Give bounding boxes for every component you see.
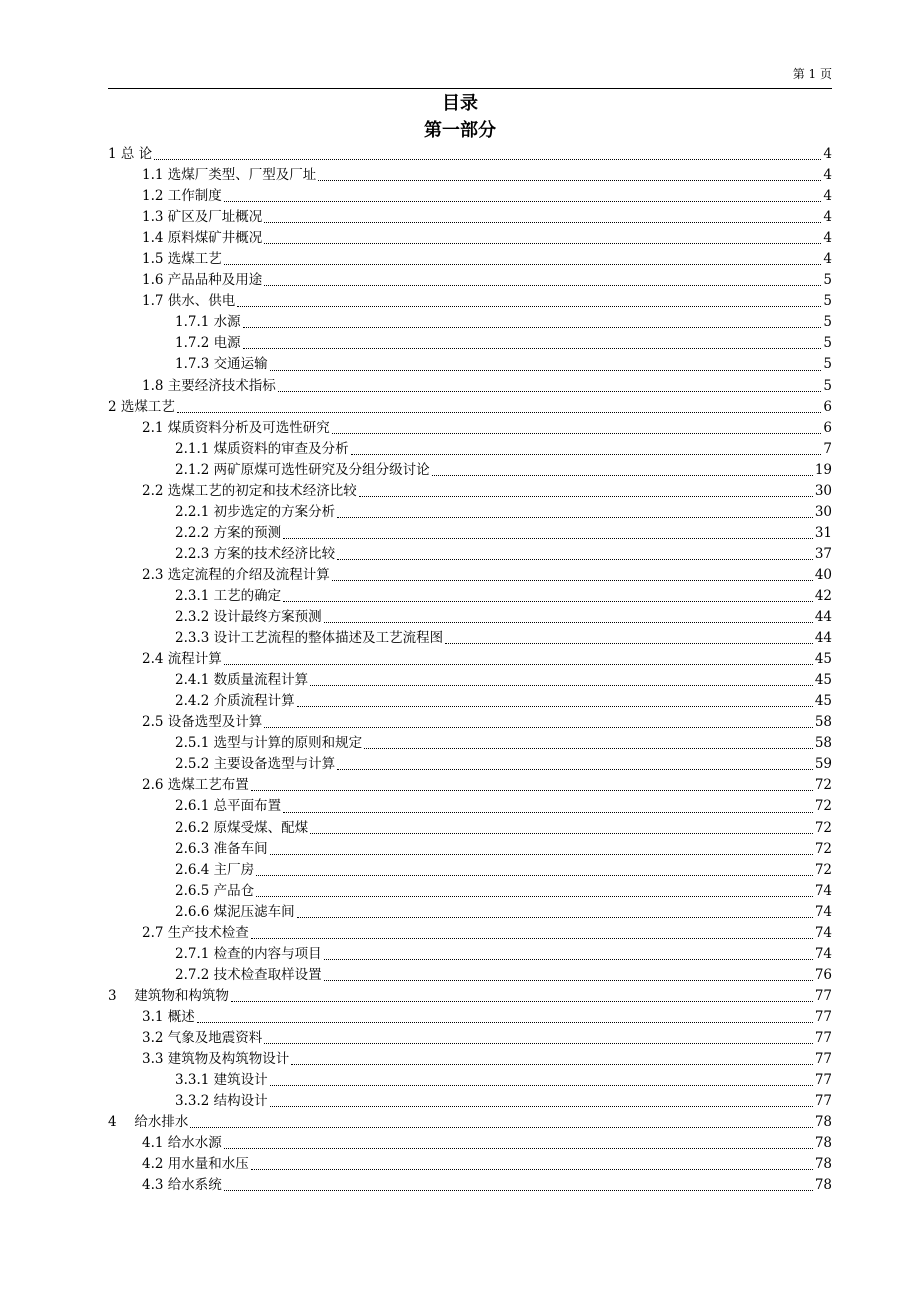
toc-entry[interactable] [108,291,832,312]
toc-entry-label: 2.4.1 数质量流程计算 [175,672,309,689]
toc-entry-label: 1.3 矿区及厂址概况 [142,209,263,226]
toc-entry-page: 4 [823,146,832,162]
toc-entry-page: 72 [814,819,832,836]
toc-entry[interactable] [108,839,832,860]
toc-entry-label: 1.2 工作制度 [142,188,222,205]
toc-entry-label: 1.8 主要经济技术指标 [142,377,276,394]
toc-entry[interactable] [108,460,832,481]
toc-entry-page: 76 [814,966,832,983]
toc-entry-label: 2.4 流程计算 [142,651,222,668]
toc-leader-dots [224,663,813,665]
toc-leader-dots [264,242,821,244]
toc-entry-page: 5 [823,377,832,394]
toc-entry[interactable] [108,418,832,439]
toc-entry-label: 1.7.2 电源 [175,335,241,352]
toc-entry[interactable] [108,1070,832,1091]
toc-entry-page: 74 [814,882,832,899]
toc-leader-dots [283,811,813,813]
toc-leader-dots [264,284,821,286]
toc-entry-label: 1.6 产品品种及用途 [142,272,263,289]
toc-leader-dots [256,895,813,897]
toc-entry[interactable] [108,312,832,333]
toc-entry-label: 2.5.2 主要设备选型与计算 [175,756,336,773]
toc-entry-page: 5 [823,356,832,373]
toc-entry[interactable] [108,207,832,228]
table-of-contents [108,144,832,1196]
toc-entry[interactable] [108,1049,832,1070]
toc-leader-dots [297,916,813,918]
toc-entry[interactable] [108,544,832,565]
toc-entry-label: 3.3 建筑物及构筑物设计 [142,1051,290,1068]
toc-entry-label: 2.2.1 初步选定的方案分析 [175,503,336,520]
toc-entry[interactable] [108,881,832,902]
toc-entry[interactable] [108,923,832,944]
toc-entry[interactable] [108,186,832,207]
toc-entry-label: 2 选煤工艺 [108,398,175,415]
toc-leader-dots [243,326,822,328]
toc-entry-label: 2.2.2 方案的预测 [175,524,282,541]
toc-entry-page: 5 [823,314,832,331]
toc-entry-page: 19 [814,461,832,478]
toc-entry-page: 6 [823,419,832,436]
toc-entry-label: 2.2 选煤工艺的初定和技术经济比较 [142,482,357,499]
toc-entry-label: 2.2.3 方案的技术经济比较 [175,545,336,562]
toc-leader-dots [231,1000,813,1002]
toc-entry[interactable] [108,733,832,754]
toc-leader-dots [197,1021,813,1023]
toc-leader-dots [351,453,822,455]
page-title: 目录 [442,93,478,114]
toc-entry-label: 2.6.1 总平面布置 [175,798,282,815]
toc-entry-label: 2.7 生产技术检查 [142,924,249,941]
toc-leader-dots [264,221,821,223]
toc-leader-dots [224,200,822,202]
toc-entry-label: 2.5 设备选型及计算 [142,714,263,731]
toc-entry[interactable] [108,754,832,775]
toc-entry-label: 2.1.2 两矿原煤可选性研究及分组分级讨论 [175,461,430,478]
toc-entry-page: 5 [823,272,832,289]
toc-entry[interactable] [108,691,832,712]
toc-entry-page: 31 [814,524,832,541]
toc-entry-page: 59 [814,756,832,773]
toc-leader-dots [332,432,822,434]
toc-entry[interactable] [108,965,832,986]
toc-entry[interactable] [108,775,832,796]
toc-entry-label: 3.3.2 结构设计 [175,1093,268,1110]
toc-leader-dots [337,558,813,560]
toc-entry[interactable] [108,1112,832,1133]
toc-entry-page: 4 [823,188,832,205]
toc-entry-page: 45 [814,693,832,710]
toc-leader-dots [278,390,822,392]
toc-leader-dots [224,263,822,265]
toc-entry-page: 77 [814,1072,832,1089]
toc-leader-dots [318,179,821,181]
toc-entry[interactable] [108,565,832,586]
toc-entry[interactable] [108,354,832,375]
toc-leader-dots [324,979,813,981]
toc-entry-page: 77 [814,1093,832,1110]
toc-leader-dots [264,1042,813,1044]
page-number: 第 1 页 [792,67,832,81]
toc-leader-dots [224,1147,813,1149]
toc-entry[interactable] [108,165,832,186]
toc-leader-dots [251,789,813,791]
toc-entry-label: 2.7.2 技术检查取样设置 [175,966,322,983]
toc-entry-page: 45 [814,672,832,689]
toc-entry[interactable] [108,481,832,502]
toc-entry-page: 72 [814,798,832,815]
toc-entry[interactable] [108,818,832,839]
toc-entry-label: 1.7.3 交通运输 [175,356,268,373]
toc-entry-page: 6 [823,398,832,415]
toc-entry-label: 4.2 用水量和水压 [142,1156,249,1173]
toc-entry[interactable] [108,228,832,249]
toc-entry-label: 2.3.3 设计工艺流程的整体描述及工艺流程图 [175,630,444,647]
toc-entry-page: 44 [814,630,832,647]
toc-entry-page: 58 [814,735,832,752]
toc-leader-dots [337,516,813,518]
toc-entry[interactable] [108,607,832,628]
toc-leader-dots [190,1126,812,1128]
toc-leader-dots [332,579,813,581]
toc-entry-page: 78 [814,1135,832,1152]
toc-entry-page: 77 [814,1051,832,1068]
toc-entry-label: 2.7.1 检查的内容与项目 [175,945,322,962]
toc-entry-page: 77 [814,1008,832,1025]
toc-entry-label: 2.6.6 煤泥压滤车间 [175,903,295,920]
toc-entry[interactable] [108,986,832,1007]
toc-entry-page: 77 [814,987,832,1004]
toc-leader-dots [270,1105,813,1107]
toc-entry[interactable] [108,333,832,354]
section-title: 第一部分 [424,120,496,141]
toc-leader-dots [310,832,813,834]
toc-entry[interactable] [108,649,832,670]
toc-entry-page: 40 [814,566,832,583]
toc-entry-page: 7 [823,440,832,457]
toc-leader-dots [359,495,813,497]
toc-entry[interactable] [108,1007,832,1028]
toc-entry[interactable] [108,944,832,965]
toc-entry-label: 2.6.3 准备车间 [175,840,268,857]
toc-entry[interactable] [108,712,832,733]
toc-entry-page: 4 [823,167,832,184]
toc-entry-label: 2.1 煤质资料分析及可选性研究 [142,419,330,436]
toc-leader-dots [337,768,813,770]
toc-entry[interactable] [108,796,832,817]
toc-entry[interactable] [108,144,832,165]
toc-entry-page: 72 [814,861,832,878]
toc-leader-dots [291,1063,813,1065]
toc-leader-dots [251,937,813,939]
toc-entry[interactable] [108,439,832,460]
toc-entry-page: 5 [823,293,832,310]
toc-entry-page: 74 [814,924,832,941]
toc-entry-page: 72 [814,840,832,857]
toc-entry-page: 77 [814,1029,832,1046]
toc-entry-page: 4 [823,251,832,268]
toc-entry-label: 1 总 论 [108,146,153,162]
toc-entry-label: 2.6.4 主厂房 [175,861,255,878]
toc-entry-label: 2.4.2 介质流程计算 [175,693,295,710]
toc-entry-label: 2.3.2 设计最终方案预测 [175,609,322,626]
toc-entry-page: 37 [814,545,832,562]
toc-entry-label: 4.1 给水水源 [142,1135,222,1152]
toc-entry-label: 4.3 给水系统 [142,1177,222,1194]
toc-entry[interactable] [108,249,832,270]
toc-entry-page: 45 [814,651,832,668]
toc-entry[interactable] [108,670,832,691]
toc-entry-label: 1.1 选煤厂类型、厂型及厂址 [142,167,317,184]
toc-leader-dots [432,474,813,476]
toc-entry[interactable] [108,270,832,291]
toc-entry-page: 72 [814,777,832,794]
toc-leader-dots [283,537,813,539]
toc-leader-dots [364,747,813,749]
toc-entry-page: 30 [814,482,832,499]
toc-entry[interactable] [108,502,832,523]
toc-entry-label: 2.3 选定流程的介绍及流程计算 [142,566,330,583]
toc-entry[interactable] [108,860,832,881]
toc-entry-page: 74 [814,945,832,962]
toc-entry-label: 1.7.1 水源 [175,314,241,331]
toc-entry[interactable] [108,397,832,418]
toc-entry-page: 4 [823,230,832,247]
toc-entry-label: 2.6 选煤工艺布置 [142,777,249,794]
toc-entry[interactable] [108,1133,832,1154]
toc-entry-label: 3 建筑物和构筑物 [108,987,229,1004]
toc-leader-dots [224,1189,813,1191]
toc-entry-label: 2.6.2 原煤受煤、配煤 [175,819,309,836]
toc-entry-label: 1.4 原料煤矿井概况 [142,230,263,247]
toc-entry-label: 2.1.1 煤质资料的审查及分析 [175,440,349,457]
toc-leader-dots [256,874,813,876]
toc-entry[interactable] [108,376,832,397]
toc-leader-dots [324,958,813,960]
toc-entry-page: 44 [814,609,832,626]
toc-entry-label: 3.1 概述 [142,1008,195,1025]
toc-entry[interactable] [108,523,832,544]
toc-leader-dots [177,411,822,413]
toc-entry-page: 78 [814,1177,832,1194]
toc-entry-label: 1.7 供水、供电 [142,293,236,310]
toc-entry-page: 30 [814,503,832,520]
toc-entry[interactable] [108,586,832,607]
toc-leader-dots [297,705,813,707]
toc-entry-page: 78 [814,1114,832,1131]
toc-entry-page: 74 [814,903,832,920]
toc-leader-dots [270,369,822,371]
toc-entry[interactable] [108,1175,832,1196]
toc-entry-page: 58 [814,714,832,731]
toc-leader-dots [324,621,813,623]
toc-entry-label: 2.5.1 选型与计算的原则和规定 [175,735,363,752]
toc-entry[interactable] [108,1028,832,1049]
toc-leader-dots [243,347,822,349]
toc-entry-label: 1.5 选煤工艺 [142,251,222,268]
toc-leader-dots [445,642,813,644]
toc-entry-label: 2.3.1 工艺的确定 [175,587,282,604]
toc-leader-dots [310,684,813,686]
toc-entry-label: 4 给水排水 [108,1114,189,1131]
toc-entry-page: 42 [814,587,832,604]
toc-entry-page: 5 [823,335,832,352]
toc-leader-dots [251,1168,813,1170]
toc-entry[interactable] [108,628,832,649]
toc-leader-dots [270,853,813,855]
toc-leader-dots [154,158,821,160]
page-header [108,66,832,89]
toc-entry-label: 3.2 气象及地震资料 [142,1029,263,1046]
toc-entry-page: 4 [823,209,832,226]
toc-entry-label: 2.6.5 产品仓 [175,882,255,899]
toc-entry[interactable] [108,1091,832,1112]
toc-entry[interactable] [108,902,832,923]
toc-entry-page: 78 [814,1156,832,1173]
toc-leader-dots [283,600,813,602]
toc-leader-dots [264,726,813,728]
toc-leader-dots [270,1084,813,1086]
toc-entry[interactable] [108,1154,832,1175]
toc-leader-dots [237,305,821,307]
toc-entry-label: 3.3.1 建筑设计 [175,1072,268,1089]
